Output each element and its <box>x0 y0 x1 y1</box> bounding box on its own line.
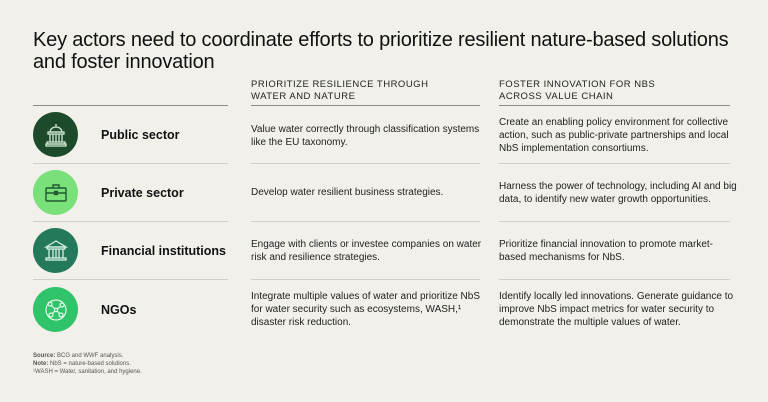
source-text: BCG and WWF analysis. <box>55 353 124 359</box>
actor-label-financial-institutions: Financial institutions <box>101 244 227 258</box>
network-globe-icon <box>33 287 78 332</box>
column-header-resilience <box>251 79 471 103</box>
innovation-cell-private-sector: Harness the power of technology, including AI and big data, to identify new water growth opportunities. <box>499 181 737 205</box>
row-divider-1-middle <box>251 163 480 164</box>
row-divider-1-left <box>33 163 228 164</box>
source-label: Source: <box>33 353 56 359</box>
column-header-innovation-line2: ACROSS VALUE CHAIN <box>499 91 614 102</box>
note-footnote <box>33 360 142 368</box>
innovation-cell-ngos: Identify locally led innovations. Generate guidance to improve NbS impact metrics for water security to demonstrate the multiple values of water. <box>499 291 734 328</box>
innovation-cell-public-sector: Create an enabling policy environment for collective action, such as public-private partnerships and local NbS implementation consortiums. <box>499 117 729 154</box>
resilience-cell-public-sector: Value water correctly through classification systems like the EU taxonomy. <box>251 124 480 148</box>
bank-icon <box>33 228 78 273</box>
actor-label-public-sector: Public sector <box>101 128 180 142</box>
header-divider-right <box>499 105 730 106</box>
header-divider-left <box>33 105 228 106</box>
actor-label-private-sector: Private sector <box>101 186 184 200</box>
note-label: Note: <box>33 361 49 367</box>
actor-label-ngos: NGOs <box>101 303 137 317</box>
column-header-innovation <box>499 79 729 103</box>
column-header-resilience-line1: PRIORITIZE RESILIENCE THROUGH <box>251 79 429 90</box>
government-building-icon <box>33 112 78 157</box>
resilience-cell-ngos: Integrate multiple values of water and prioritize NbS for water security such as ecosystems, WASH,¹ disaster risk reduction. <box>251 291 481 328</box>
row-divider-2-middle <box>251 221 480 222</box>
wash-footnote: ¹WASH = Water, sanitation, and hygiene. <box>33 369 142 375</box>
page-title: Key actors need to coordinate efforts to prioritize resilient nature-based solutions and foster innovation <box>33 29 729 73</box>
column-header-resilience-line2: WATER AND NATURE <box>251 91 356 102</box>
innovation-cell-financial-institutions: Prioritize financial innovation to promote market-based mechanisms for NbS. <box>499 239 713 263</box>
row-divider-3-middle <box>251 279 480 280</box>
row-divider-1-right <box>499 163 730 164</box>
note-text: NbS = nature-based solutions. <box>48 361 131 367</box>
row-divider-2-right <box>499 221 730 222</box>
resilience-cell-financial-institutions: Engage with clients or investee companies on water risk and resilience strategies. <box>251 239 482 263</box>
footnotes <box>33 352 142 376</box>
row-divider-3-right <box>499 279 730 280</box>
resilience-cell-private-sector: Develop water resilient business strategies. <box>251 187 444 198</box>
header-divider-middle <box>251 105 480 106</box>
row-divider-3-left <box>33 279 228 280</box>
column-header-innovation-line1: FOSTER INNOVATION FOR NBS <box>499 79 656 90</box>
briefcase-icon <box>33 170 78 215</box>
row-divider-2-left <box>33 221 228 222</box>
source-footnote <box>33 352 142 360</box>
